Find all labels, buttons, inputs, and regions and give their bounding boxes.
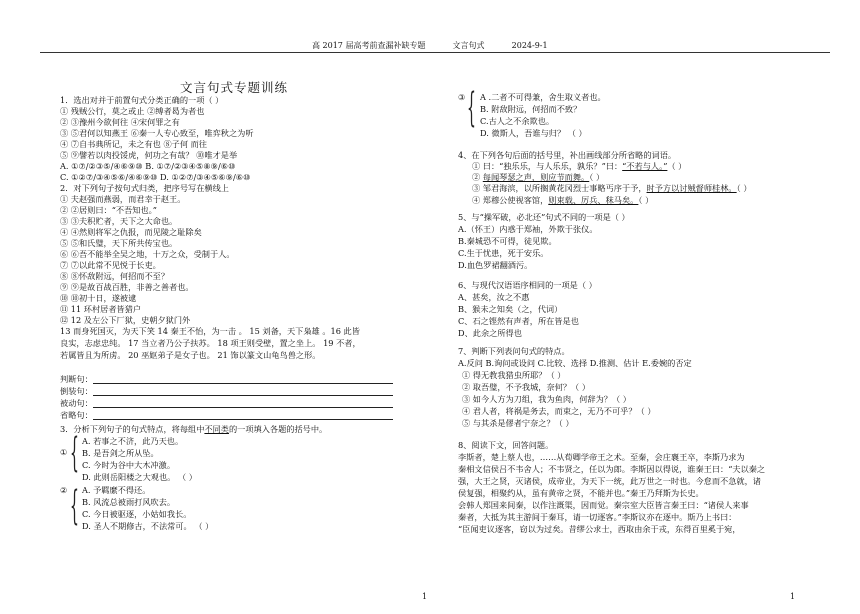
right-line: A .二者不可得兼，舍生取义者也。 [480,92,606,102]
right-line: D. 微斯人，吾谁与归？ （ ） [480,128,587,138]
q3-g2-c: C. 今日被驱逐，小姑如我长。 [82,509,192,519]
right-line: B. 附敌附远，何招而不致？ [480,104,582,114]
answer-blank[interactable] [93,407,393,408]
group-2-number: ② [60,485,68,495]
page-header [312,41,742,51]
left-line: ③ ③夫积贮者，天下之大命也。 [60,216,178,226]
q5-line: D.血色罗裙翻酒污。 [458,260,533,270]
left-line: ⑪ 11 环村居者皆猎户 [60,304,142,314]
q5-line: A.（怀王）内惑于郑袖，外欺于张仪。 [458,224,598,234]
brace-icon: { [467,85,476,131]
fill-line-judgment [60,374,393,384]
q4-answer-paren[interactable]: （ ） [638,195,654,205]
q3-g1-b: B. 是吾剑之所从坠。 [82,448,159,458]
q6-line: A、甚矣，汝之不惠 [458,292,530,302]
fill-label: 判断句： [60,374,93,384]
page-number-right: 1 [790,592,796,601]
q7-line: ⑤ 与其杀是僇者宁奈之？（ ） [462,418,574,428]
q8-line: “臣闻吏议逐客，窃以为过矣。昔缪公求士，西取由余于戎，东得百里奚于宛， [458,524,741,534]
q4-item [472,161,686,171]
left-line: ⑫ 12 及左公下厂狱，史朝夕狱门外 [60,315,191,325]
answer-blank[interactable] [93,419,393,420]
left-line: ② ③豫州今欲何往 ④宋何罪之有 [60,117,180,127]
fill-line-inversion [60,386,393,396]
q7-line: ① 得无教我猎虫所耶？（ ） [462,370,566,380]
q8-line: 侯复强，相聚约从，虽有黄帝之贤，不能并也。”秦王乃拜斯为长史。 [458,488,704,498]
q5-line: 5、与“操军破，必北还”句式不同的一项是（ ） [458,212,630,222]
fill-line-omission [60,410,393,420]
q4-answer-paren[interactable]: （ ） [589,172,605,182]
q8-line: 秦相文信侯吕不韦舍人；不韦贤之，任以为郎。李斯因以得说，谁秦王曰：“夫以秦之 [458,464,766,474]
fill-label: 倒装句： [60,386,93,396]
left-line: ⑨ ⑨是故百战百胜，非善之善者也。 [60,282,194,292]
q6-line: 6、与现代汉语语序相同的一项是（ ） [458,280,597,290]
q4-prefix: ④ 郑穆公使视客馆， [472,195,549,205]
q3-g1-d: D. 此则岳阳楼之大观也。 （ ） [82,472,197,482]
left-line: 2．对下列句子按句式归类，把序号写在横线上 [60,183,229,193]
left-line: ⑥ ⑥吾不能举全吴之地，十万之众，受制于人。 [60,249,235,259]
q3-g2-b: B. 风流总被雨打风吹去。 [82,497,176,507]
left-line: 13 而身死国灭，为天下笑 14 秦王不怡，为一击 。 15 刘备，天下枭雄 。16 此皆 [60,326,360,336]
brace-icon: { [70,483,79,529]
page-number-left: 1 [422,592,428,601]
document-title: 文言句式专题训练 [180,80,289,95]
left-line: ② ②居则曰：“不吾知也。” [60,205,157,215]
left-line: ⑦ ⑦以此常不见悦于长吏。 [60,260,161,270]
left-line: ③ ⑤君何以知燕王 ⑥秦一人专心致至，唯弈秋之为听 [60,128,254,138]
q3-g2-d: D. 圣人不期修古，不法常可。 （ ） [82,521,214,531]
answer-blank[interactable] [93,383,393,384]
q6-line: D、此余之所得也 [458,328,522,338]
q8-line: 会韩人郑国来间秦，以作注溉渠，因而觉。秦宗室大臣皆言秦王曰：“诸侯人来事 [458,500,749,510]
q4-prefix: ② [472,172,483,182]
left-line: ⑤ ⑤和氏璧，天下所共传宝也。 [60,238,178,248]
left-line: C. ①②⑦/③④⑤⑥/④⑥⑨⑩ D. ①②⑦/③④⑤⑥⑨/⑥⑩ [60,172,251,182]
left-line: A. ①⑦/②③⑤/④⑥⑨⑩ B. ①⑦/②③④⑤⑧⑨/⑥⑩ [60,161,236,171]
q4-item [472,195,653,205]
q3-head-underline: 不同类 [204,424,229,434]
header-rule [40,52,830,53]
q4-prefix: ③ 邹君海滨，以所搁黄花冈烈士事略丐序于予， [472,183,647,193]
q7-line: ② 取吾璧，不予我城，奈何？（ ） [462,382,591,392]
q7-line: 7、判断下列表问句式的特点。 [458,346,570,356]
left-line: ⑩ ⑩初十日，遂被逮 [60,293,137,303]
fill-line-passive [60,398,393,408]
group-3-number: ③ [458,92,466,102]
q4-underlined: 则束载、厉兵、秣马矣。 [548,195,639,205]
q3-head-tail: 的一项填入各题的括号中。 [228,424,328,434]
right-line: 4、在下列各句后面的括号里，补出画线部分所省略的词语。 [458,150,677,160]
q3-g1-c: C. 今时为谷中大木冲激。 [82,460,176,470]
q3-g1-a: A. 若事之不济，此乃天也。 [82,436,184,446]
group-1-number: ① [60,447,68,457]
left-line: 良实，志虑忠纯。 17 当立者乃公子扶苏。 18 项王则受壁，置之坐上。 19 不者， [60,338,361,348]
left-line: ⑧ ⑧怀敌附远，何招而不至？ [60,271,170,281]
q7-line: ④ 君人者，将祸是务去，而束之，无乃不可乎？（ ） [462,406,656,416]
fill-label: 省略句： [60,410,93,420]
left-line: ④ ④然则将军之仇报，而见陵之耻除矣 [60,227,202,237]
q4-underlined: 时予方以讨贼督师桂林。 [646,183,737,193]
fill-label: 被动句： [60,398,93,408]
q3-g2-a: A. 予羁縻不得还。 [82,485,151,495]
q4-underlined: “不若与人。” [622,161,668,171]
header-topic: 文言句式 [452,41,485,50]
left-line: 1．选出对并于前置句式分类正确的一项（ ） [60,95,224,105]
q8-line: 李斯者，楚上蔡人也，……从荀卿学帝王之术。至秦，会庄襄王卒，李斯乃求为 [458,452,745,462]
q5-line: B.秦城恐不可得，徒见欺。 [458,236,557,246]
q6-line: C、石之铿然有声者，所在皆是也 [458,316,579,326]
left-line: ① 夫赵强而燕弱，而君幸于赵王。 [60,194,186,204]
q4-underlined: 每闻琴瑟之声，则应节而舞。 [482,172,590,182]
q4-item [472,183,752,193]
q7-line: A.反问 B.询问或设问 C.比较、选择 D.推测、估计 E.委婉的否定 [458,358,692,368]
q3-head-text: 3．分析下列句子的句式特点，将每组中 [60,424,205,434]
q4-prefix: ① 曰：“独乐乐，与人乐乐，孰乐？”曰： [472,161,623,171]
q5-line: C.生于忧患，死于安乐。 [458,248,549,258]
answer-blank[interactable] [93,395,393,396]
q4-answer-paren[interactable]: （ ） [667,161,687,171]
left-line: ① 残贼公行，莫之或止 ②缚者曷为者也 [60,106,205,116]
q7-line: ③ 如今人方为刀组，我为鱼肉，何辞为？（ ） [462,394,631,404]
q4-answer-paren[interactable]: （ ） [736,183,752,193]
brace-icon: { [70,430,79,476]
question-3-heading [60,424,327,434]
q6-line: B、猴未之知矣（之，代词） [458,304,563,314]
right-line: C.古人之不余欺也。 [480,116,555,126]
left-line: ⑤ ⑨譬若以肉投馁虎，何功之有哉？ ⑩唯才是举 [60,150,238,160]
header-date: 2024-9-1 [511,41,548,50]
q4-item [472,172,604,182]
left-line: ④ ⑦自书典所记，未之有也 ⑧子何 而往 [60,139,207,149]
q8-line: 8、阅读下文，回答问题。 [458,440,554,450]
q8-line: 秦者，大抵为其主游间于秦耳，请一切逐客。”李斯议亦在逐中。斯乃上书曰： [458,512,737,522]
q8-line: 强，大王之贤，灭诸侯，成帝业，为天下一统，此万世之一时也。今怠而不急就，诸 [458,476,761,486]
left-line: 若属皆且为所虏。 20 巫妪弟子是女子也。 21 饰以篆文山龟鸟兽之形。 [60,350,321,360]
header-series: 高 2017 届高考前查漏补缺专题 [312,41,426,50]
